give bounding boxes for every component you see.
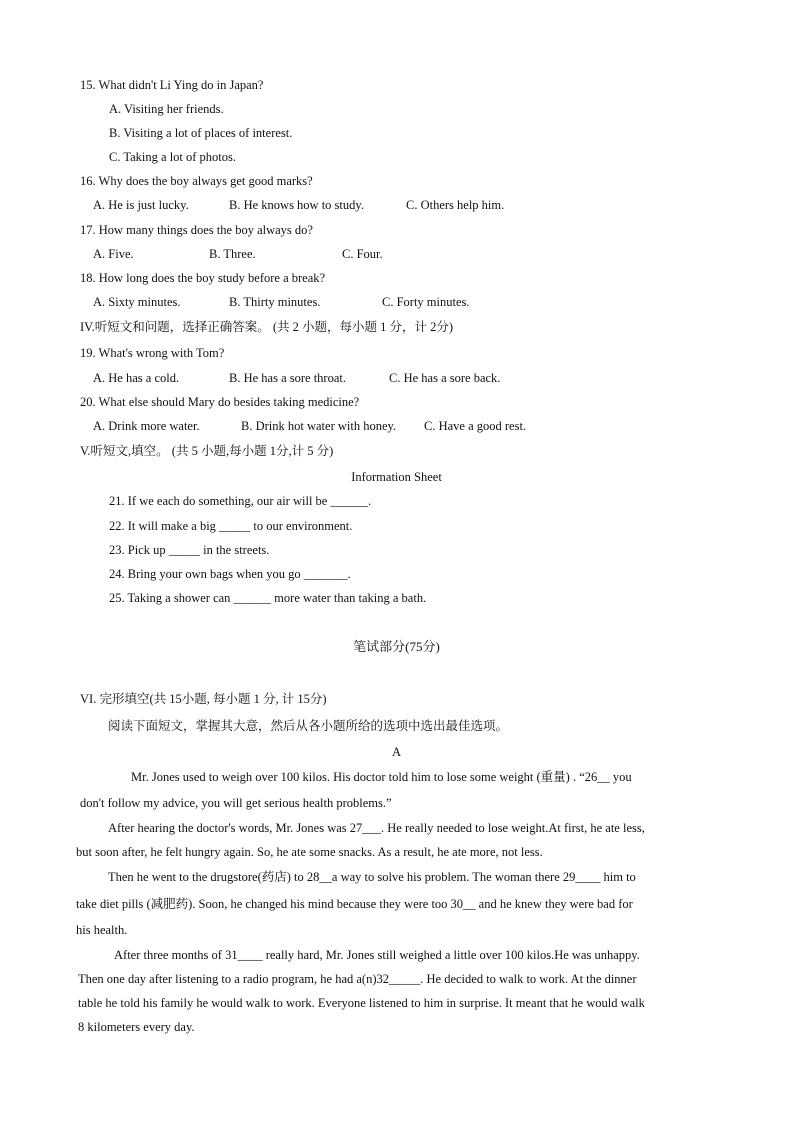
passage-line: After three months of 31____ really hard, Mr. Jones still weighed a little over 100 kilos.He was unhappy. [114,948,640,962]
question-20-stem: 20. What else should Mary do besides taking medicine? [80,395,360,409]
question-18-option-c: C. Forty minutes. [382,295,470,309]
blank-item: 25. Taking a shower can ______ more water than taking a bath. [109,591,427,605]
question-16-stem: 16. Why does the boy always get good marks? [80,174,313,188]
passage-line: After hearing the doctor's words, Mr. Jones was 27___. He really needed to lose weight.At first, he ate less, [108,821,645,835]
passage-line: Then he went to the drugstore(药店) to 28__a way to solve his problem. The woman there 29____ him to [108,870,636,884]
information-sheet-title: Information Sheet [351,470,442,484]
section-5-heading: V.听短文,填空。 (共 5 小题,每小题 1分,计 5 分) [80,444,334,458]
question-19-option-b: B. He has a sore throat. [229,371,346,385]
question-17-stem: 17. How many things does the boy always do? [80,223,313,237]
question-16-option-b: B. He knows how to study. [229,198,364,212]
question-18-stem: 18. How long does the boy study before a break? [80,271,326,285]
blank-item: 23. Pick up _____ in the streets. [109,543,270,557]
question-15-stem: 15. What didn't Li Ying do in Japan? [80,78,264,92]
question-20-option-c: C. Have a good rest. [424,419,527,433]
question-19-option-c: C. He has a sore back. [389,371,501,385]
passage-line: table he told his family he would walk to work. Everyone listened to him in surprise. It meant that he would walk [78,996,645,1010]
question-20-option-a: A. Drink more water. [93,419,200,433]
question-19-option-a: A. He has a cold. [93,371,180,385]
question-16-option-a: A. He is just lucky. [93,198,189,212]
section-6-heading: VI. 完形填空(共 15小题, 每小题 1 分, 计 15分) [80,692,327,706]
question-17-option-a: A. Five. [93,247,134,261]
question-18-option-a: A. Sixty minutes. [93,295,181,309]
passage-line: his health. [76,923,128,937]
question-15-option-b: B. Visiting a lot of places of interest. [109,126,293,140]
passage-label: A [391,745,402,759]
section-4-heading: IV.听短文和问题，选择正确答案。 (共 2 小题，每小题 1 分，计 2分) [80,320,454,334]
question-17-option-c: C. Four. [342,247,383,261]
question-16-option-c: C. Others help him. [406,198,505,212]
question-17-option-b: B. Three. [209,247,256,261]
blank-item: 24. Bring your own bags when you go _______. [109,567,351,581]
question-20-option-b: B. Drink hot water with honey. [241,419,397,433]
question-15-option-a: A. Visiting her friends. [109,102,224,116]
passage-line: Mr. Jones used to weigh over 100 kilos. His doctor told him to lose some weight (重量) . “26__ you [131,770,632,784]
blank-item: 21. If we each do something, our air will be ______. [109,494,372,508]
passage-line: don't follow my advice, you will get serious health problems.” [80,796,392,810]
question-19-stem: 19. What's wrong with Tom? [80,346,225,360]
passage-line: Then one day after listening to a radio program, he had a(n)32_____. He decided to walk to work. At the dinner [78,972,637,986]
passage-line: take diet pills (减肥药). Soon, he changed his mind because they were too 30__ and he knew they were bad for [76,897,633,911]
passage-line: 8 kilometers every day. [78,1020,195,1034]
question-15-option-c: C. Taking a lot of photos. [109,150,237,164]
section-6-instruction: 阅读下面短文，掌握其大意，然后从各小题所给的选项中选出最佳选项。 [108,719,509,733]
question-18-option-b: B. Thirty minutes. [229,295,321,309]
passage-line: but soon after, he felt hungry again. So, he ate some snacks. As a result, he ate more, not less. [76,845,543,859]
blank-item: 22. It will make a big _____ to our environment. [109,519,353,533]
written-part-title: 笔试部分(75分) [353,639,440,654]
